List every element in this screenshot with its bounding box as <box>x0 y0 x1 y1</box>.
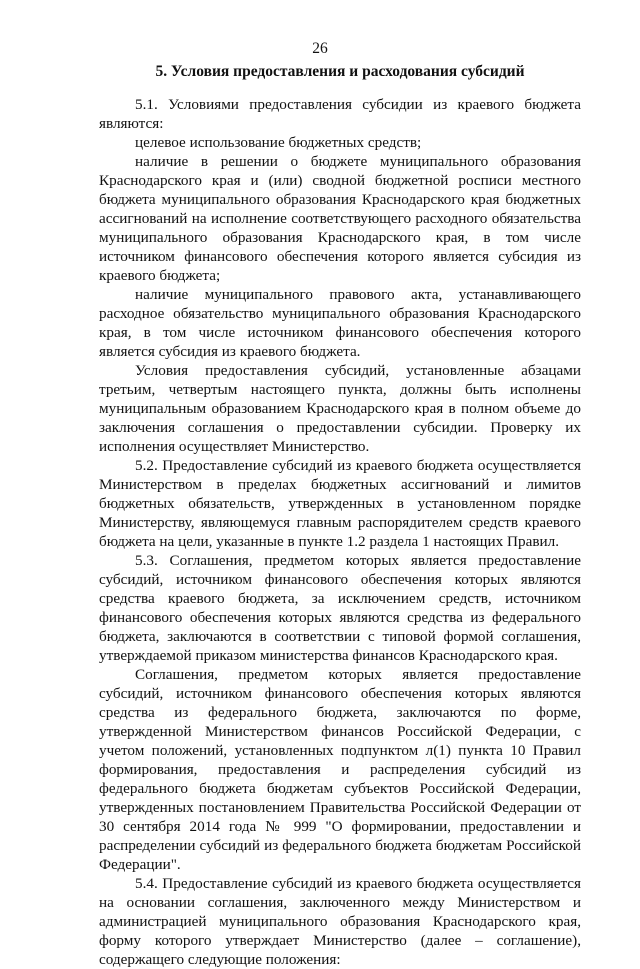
paragraph-federal-agreements: Соглашения, предметом которых является предоставление субсидий, источником финансового обеспечения которых являются средства из федерального бюджета, заключаются по форме, утвержденной Министерством финансов Российской Федерации, с учетом положений, установленных подпунктом л(1) пункта 10 Правил формирования, предоставления и распределения субсидий из федерального бюджета бюджетам субъектов Российской Федерации, утвержденных постановлением Правительства Российской Федерации от 30 сентября 2014 года № 999 "О формировании, предоставлении и распределении субсидий из федерального бюджета бюджетам Российской Федерации". <box>99 666 581 873</box>
paragraph-5-1-intro: 5.1. Условиями предоставления субсидии из краевого бюджета являются: <box>99 96 581 132</box>
section-title: 5. Условия предоставления и расходования субсидий <box>155 63 525 80</box>
paragraph-5-4: 5.4. Предоставление субсидий из краевого бюджета осуществляется на основании соглашения, заключенного между Министерством и администрацией муниципального образования Краснодарского края, форму которого утверждает Министерство (далее – соглашение), содержащего следующие положения: <box>99 875 581 968</box>
paragraph-condition-budget-allocations: наличие в решении о бюджете муниципального образования Краснодарского края и (или) сводной бюджетной росписи местного бюджета муниципального образования Краснодарского края бюджетных ассигнований на исполнение соответствующего расходного обязательства муниципального образования Краснодарского края, в том числе источником финансового обеспечения которого является субсидия из краевого бюджета; <box>99 153 581 284</box>
paragraph-5-2: 5.2. Предоставление субсидий из краевого бюджета осуществляется Министерством в пределах бюджетных ассигнований и лимитов бюджетных обязательств, утвержденных в установленном порядке Министерству, являющемуся главным распорядителем средств краевого бюджета на цели, указанные в пункте 1.2 раздела 1 настоящих Правил. <box>99 457 581 550</box>
body-text <box>99 95 581 969</box>
paragraph-5-3: 5.3. Соглашения, предметом которых является предоставление субсидий, источником финансового обеспечения которых являются средства краевого бюджета, за исключением средств, источником финансового обеспечения которых являются средства из федерального бюджета, заключаются в соответствии с типовой формой соглашения, утверждаемой приказом министерства финансов Краснодарского края. <box>99 552 581 664</box>
paragraph-condition-legal-act: наличие муниципального правового акта, устанавливающего расходное обязательство муниципального образования Краснодарского края, в том числе источником финансового обеспечения которого является субсидия из краевого бюджета. <box>99 286 581 360</box>
page-number: 26 <box>312 40 328 57</box>
paragraph-conditions-fulfillment: Условия предоставления субсидий, установленные абзацами третьим, четвертым настоящего пункта, должны быть исполнены муниципальным образованием Краснодарского края в полном объеме до заключения соглашения о предоставлении субсидии. Проверку их исполнения осуществляет Министерство. <box>99 362 581 455</box>
paragraph-condition-targeted-use: целевое использование бюджетных средств; <box>135 134 422 151</box>
